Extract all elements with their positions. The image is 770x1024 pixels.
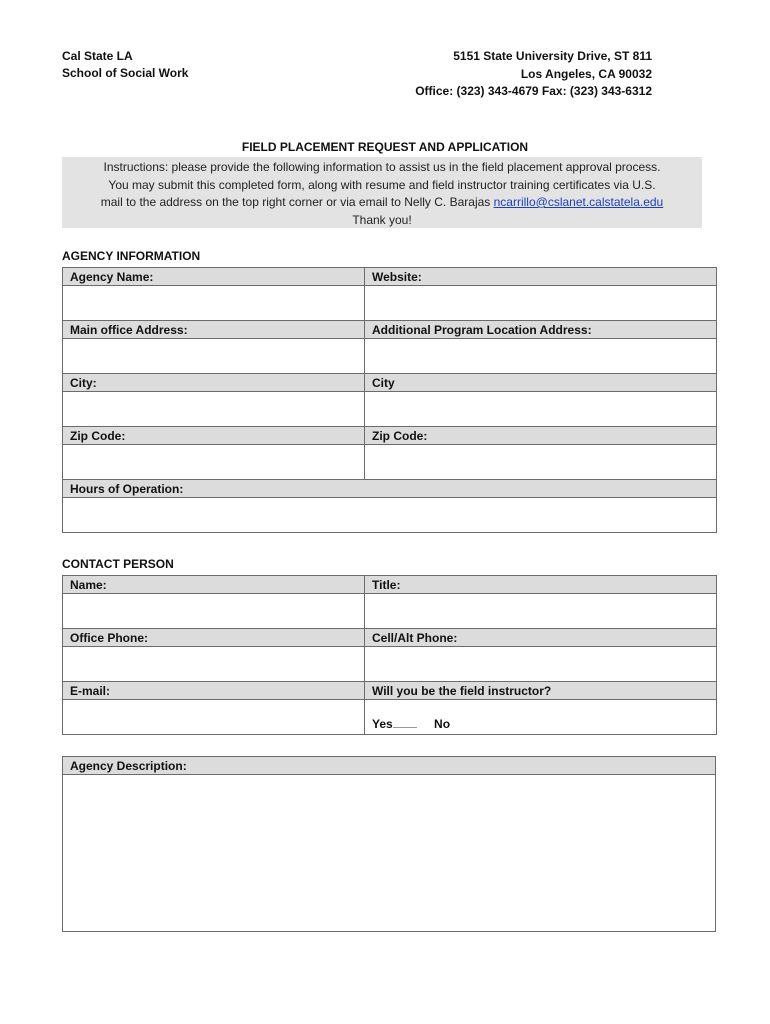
agency-description-label: Agency Description:	[63, 757, 716, 775]
phone-fax: Office: (323) 343-4679 Fax: (323) 343-6312	[415, 84, 652, 98]
cell-phone-label: Cell/Alt Phone:	[365, 629, 717, 647]
zip-field-left[interactable]	[63, 445, 365, 480]
office-phone-label: Office Phone:	[63, 629, 365, 647]
no-option[interactable]: No	[434, 717, 451, 731]
additional-location-field[interactable]	[365, 339, 717, 374]
main-office-label: Main office Address:	[63, 321, 365, 339]
website-field[interactable]	[365, 286, 717, 321]
agency-description-table	[62, 756, 716, 932]
instructions-line-3-text: mail to the address on the top right corner or via email to Nelly C. Barajas	[100, 195, 494, 209]
hours-field[interactable]	[63, 498, 717, 533]
agency-section-label: AGENCY INFORMATION	[62, 249, 201, 263]
yes-option[interactable]: Yes	[372, 717, 431, 731]
address-block	[415, 48, 652, 101]
zip-label-right: Zip Code:	[365, 427, 717, 445]
city-label-right: City	[365, 374, 717, 392]
org-name: Cal State LA	[62, 49, 133, 63]
additional-location-label: Additional Program Location Address:	[365, 321, 717, 339]
yes-no-options	[372, 717, 450, 731]
agency-name-label: Agency Name:	[63, 268, 365, 286]
instructions-line-3	[70, 194, 694, 212]
thank-you: Thank you!	[352, 212, 412, 227]
main-office-field[interactable]	[63, 339, 365, 374]
office-phone-field[interactable]	[63, 647, 365, 682]
city-field-left[interactable]	[63, 392, 365, 427]
field-instructor-question: Will you be the field instructor?	[365, 682, 717, 700]
contact-title-field[interactable]	[365, 594, 717, 629]
contact-email-label: E-mail:	[63, 682, 365, 700]
zip-label-left: Zip Code:	[63, 427, 365, 445]
agency-info-table	[62, 267, 717, 533]
zip-field-right[interactable]	[365, 445, 717, 480]
contact-name-label: Name:	[63, 576, 365, 594]
contact-name-field[interactable]	[63, 594, 365, 629]
city-label-left: City:	[63, 374, 365, 392]
contact-table	[62, 575, 717, 735]
city-field-right[interactable]	[365, 392, 717, 427]
form-title: FIELD PLACEMENT REQUEST AND APPLICATION	[241, 140, 529, 154]
instructions-line-2: You may submit this completed form, along with resume and field instructor training certificates via U.S.	[108, 177, 656, 192]
field-instructor-answer	[365, 700, 717, 735]
agency-description-field[interactable]	[63, 775, 716, 932]
org-block	[62, 48, 188, 82]
email-link[interactable]: ncarrillo@cslanet.calstatela.edu	[493, 195, 664, 209]
contact-title-label: Title:	[365, 576, 717, 594]
instructions-line-1: Instructions: please provide the following information to assist us in the field placement approval process.	[103, 160, 661, 174]
contact-email-field[interactable]	[63, 700, 365, 735]
contact-section-label: CONTACT PERSON	[62, 557, 174, 571]
org-department: School of Social Work	[62, 66, 189, 80]
cell-phone-field[interactable]	[365, 647, 717, 682]
hours-label: Hours of Operation:	[63, 480, 717, 498]
street-address: 5151 State University Drive, ST 811	[453, 49, 652, 63]
agency-name-field[interactable]	[63, 286, 365, 321]
instructions-box	[62, 157, 702, 228]
city-state-zip: Los Angeles, CA 90032	[520, 66, 652, 81]
website-label: Website:	[365, 268, 717, 286]
